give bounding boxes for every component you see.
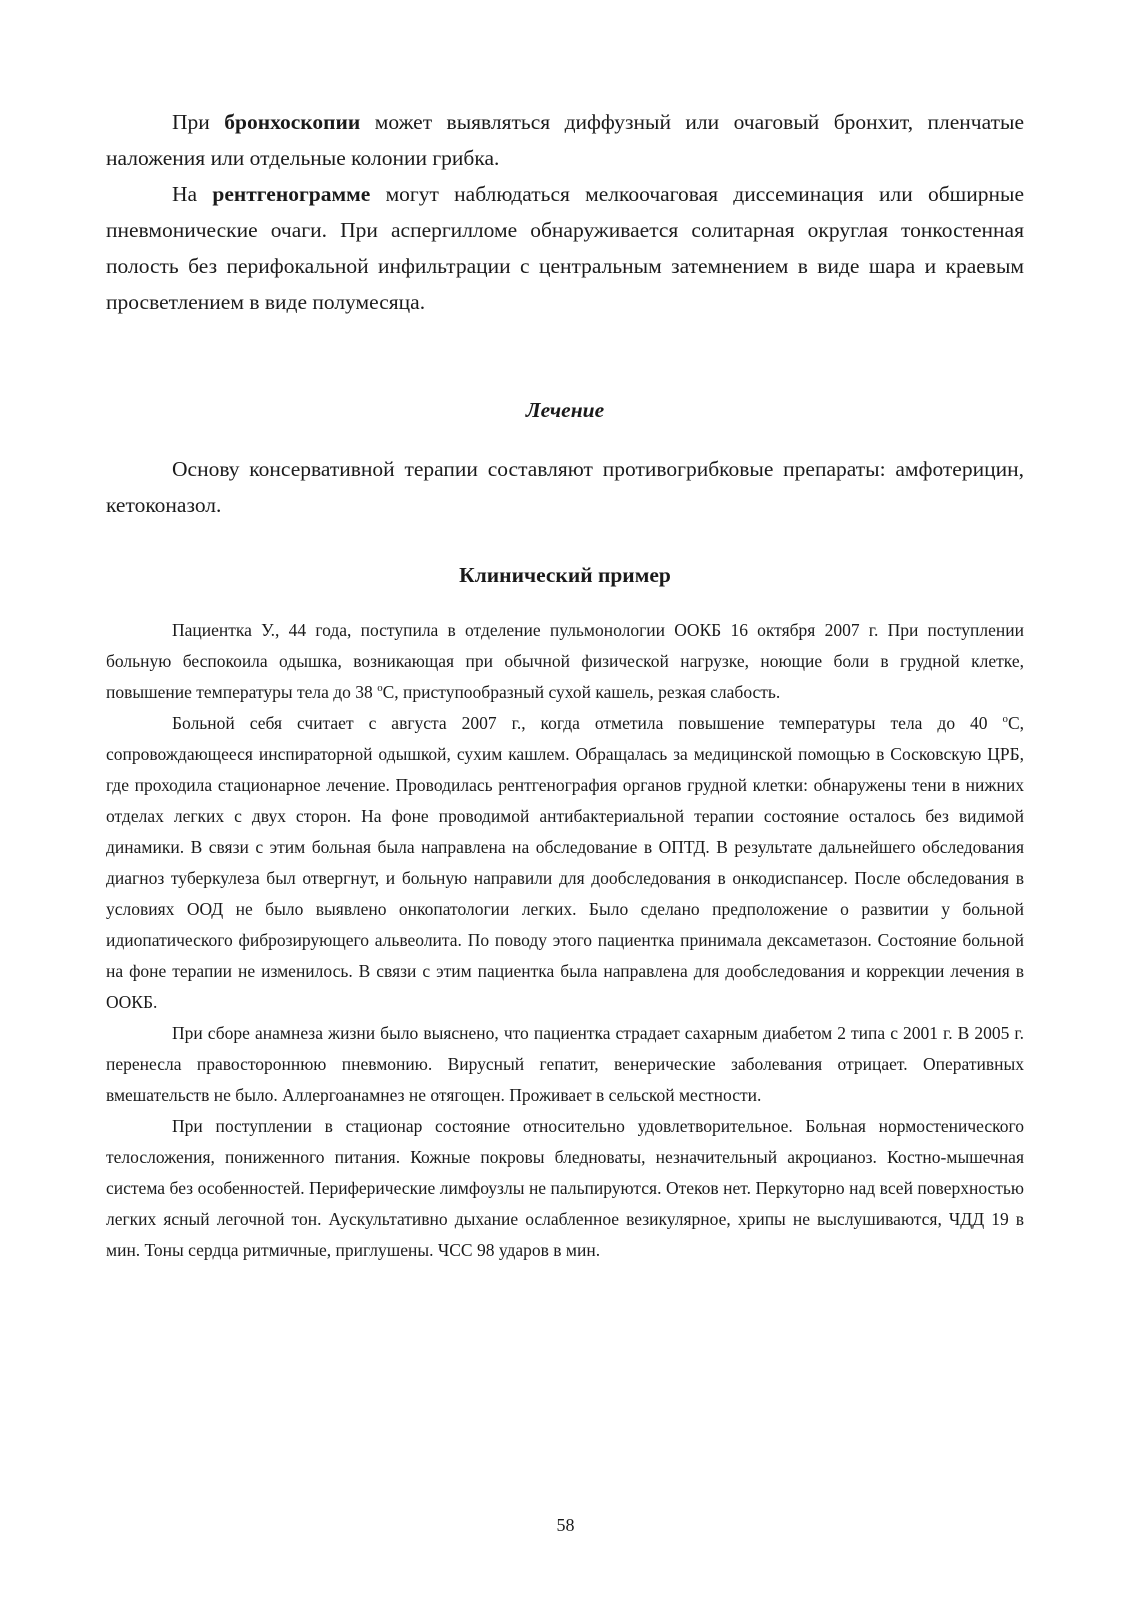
bold-term: бронхоскопии (224, 110, 361, 134)
treatment-heading: Лечение (525, 398, 605, 422)
text-run: могут наблюдаться мелкоочаговая диссеминация или обширные пневмонические очаги. При аспергилломе обнаруживается солитарная округлая тонкостенная полость без перифокальной инфильтрации с центральным затемнением в виде шара и краевым просветлением в виде полумесяца. (106, 182, 1024, 314)
text-run: Больной себя считает с августа 2007 г., когда отметила повышение температуры тела до 40 (172, 713, 1003, 733)
bold-term: рентгенограмме (212, 182, 371, 206)
examination-paragraph: При поступлении в стационар состояние относительно удовлетворительное. Больная нормостенического телосложения, пониженного питания. Кожные покровы бледноваты, незначительный акроцианоз. Костно-мышечная система без особенностей. Периферические лимфоузлы не пальпируются. Отеков нет. Перкуторно над всей поверхностью легких ясный легочной тон. Аускультативно дыхание ослабленное везикулярное, хрипы не выслушиваются, ЧДД 19 в мин. Тоны сердца ритмичные, приглушены. ЧСС 98 ударов в мин. (106, 1116, 1024, 1260)
text-run: Пациентка У., 44 года, поступила в отделение пульмонологии ООКБ 16 октября 2007 г. При поступлении больную беспокоила одышка, возникающая при обычной физической нагрузке, ноющие боли в грудной клетке, повышение температуры тела до 38 (106, 620, 1024, 702)
admission-paragraph (106, 615, 1024, 708)
radiograph-paragraph (106, 176, 1024, 320)
bronchoscopy-paragraph (106, 104, 1024, 176)
text-run: При (172, 110, 225, 134)
text-run: С, сопровождающееся инспираторной одышкой, сухим кашлем. Обращалась за медицинской помощью в Сосковскую ЦРБ, где проходила стационарное лечение. Проводилась рентгенография органов грудной клетки: обнаружены тени в нижних отделах легких с двух сторон. На фоне проводимой антибактериальной терапии состояние осталось без видимой динамики. В связи с этим больная была направлена на обследование в ОПТД. В результате дальнейшего обследования диагноз туберкулеза был отвергнут, и больную направили для дообследования в онкодиспансер. После обследования в условиях ООД не было выявлено онкопатологии легких. Было сделано предположение о развитии у больной идиопатического фиброзирующего альвеолита. По поводу этого пациентка принимала дексаметазон. Состояние больной на фоне терапии не изменилось. В связи с этим пациентка была направлена для дообследования и коррекции лечения в ООКБ. (106, 713, 1024, 1012)
degree-mark: o (1002, 713, 1008, 726)
text-run: На (172, 182, 213, 206)
page-number: 58 (556, 1515, 575, 1535)
history-paragraph (106, 708, 1024, 1018)
text-run: С, приступообразный сухой кашель, резкая слабость. (382, 682, 781, 702)
degree-mark: o (377, 682, 383, 695)
text-run: может выявляться диффузный или очаговый бронхит, пленчатые наложения или отдельные колонии грибка. (106, 110, 1024, 170)
treatment-paragraph: Основу консервативной терапии составляют противогрибковые препараты: амфотерицин, кетоконазол. (106, 457, 1024, 517)
anamnesis-paragraph: При сборе анамнеза жизни было выяснено, что пациентка страдает сахарным диабетом 2 типа с 2001 г. В 2005 г. перенесла правостороннюю пневмонию. Вирусный гепатит, венерические заболевания отрицает. Оперативных вмешательств не было. Аллергоанамнез не отягощен. Проживает в сельской местности. (106, 1023, 1024, 1105)
clinical-example-heading: Клинический пример (459, 563, 671, 587)
clinical-example-section (106, 615, 1024, 1266)
intro-section (106, 104, 1024, 320)
treatment-section (106, 451, 1024, 523)
